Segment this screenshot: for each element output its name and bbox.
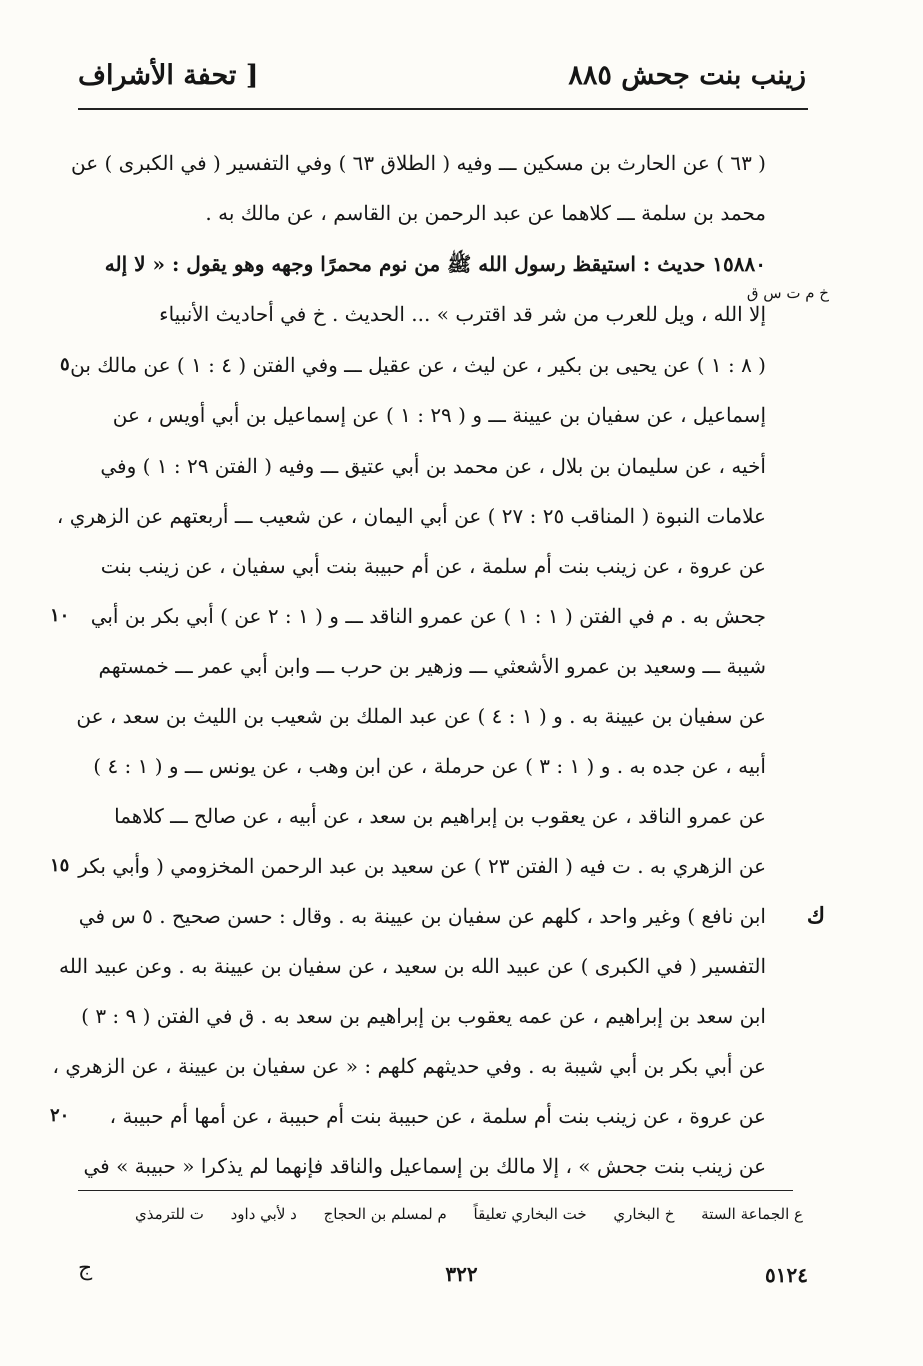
text-line: محمد بن سلمة ـــ كلاهما عن عبد الرحمن بن القاسم ، عن مالك به . <box>205 201 766 225</box>
abbrev-item: م لمسلم بن الحجاج <box>323 1205 447 1223</box>
margin-mark: ك <box>806 903 825 929</box>
abbreviation-key <box>78 1201 803 1227</box>
text-line: عن سفيان بن عيينة به . و ( ١ : ٤ ) عن عبد الملك بن شعيب بن الليث بن سعد ، عن <box>76 704 766 728</box>
text-line: ( ٦٣ ) عن الحارث بن مسكين ـــ وفيه ( الطلاق ٦٣ ) وفي التفسير ( في الكبرى ) عن <box>70 151 766 175</box>
text-line: إسماعيل ، عن سفيان بن عيينة ـــ و ( ٢٩ : ١ ) عن إسماعيل بن أبي أويس ، عن <box>112 403 766 427</box>
signature-mark: ج <box>78 1256 93 1281</box>
text-line: إلا الله ، ويل للعرب من شر قد اقترب » ... الحديث . خ في أحاديث الأنبياء <box>159 302 766 326</box>
line-number-5: ٥ <box>60 354 70 375</box>
hadith-heading-line: ١٥٨٨٠ حديث : استيقظ رسول الله ﷺ من نوم محمرًا وجهه وهو يقول : « لا إله <box>104 252 766 276</box>
header-book-title: [ تحفة الأشراف <box>78 60 259 91</box>
text-line: عن عمرو الناقد ، عن يعقوب بن إبراهيم بن سعد ، عن أبيه ، عن صالح ـــ كلاهما <box>114 804 766 828</box>
text-line: أبيه ، عن جده به . و ( ١ : ٣ ) عن حرملة ، عن ابن وهب ، عن يونس ـــ و ( ١ : ٤ ) <box>93 754 766 778</box>
header-title: زينب بنت جحش ٨٨٥ <box>568 60 806 91</box>
text-line: ابن سعد بن إبراهيم ، عن عمه يعقوب بن إبراهيم بن سعد به . ق في الفتن ( ٩ : ٣ ) <box>81 1004 766 1028</box>
text-line: علامات النبوة ( المناقب ٢٥ : ٢٧ ) عن أبي اليمان ، عن شعيب ـــ أربعتهم عن الزهري ، <box>56 504 766 528</box>
line-number-20: ٢٠ <box>50 1105 70 1126</box>
text-line: ( ٨ : ١ ) عن يحيى بن بكير ، عن ليث ، عن عقيل ـــ وفي الفتن ( ٤ : ١ ) عن مالك بن <box>70 353 766 377</box>
text-line: أخيه ، عن سليمان بن بلال ، عن محمد بن أبي عتيق ـــ وفيه ( الفتن ٢٩ : ١ ) وفي <box>100 454 766 478</box>
page-number: ٣٢٢ <box>445 1262 478 1286</box>
text-line: عن الزهري به . ت فيه ( الفتن ٢٣ ) عن سعيد بن عبد الرحمن المخزومي ( وأبي بكر <box>78 854 766 878</box>
text-line: عن زينب بنت جحش » ، إلا مالك بن إسماعيل والناقد فإنهما لم يذكرا « حبيبة » في <box>83 1154 766 1178</box>
text-line: التفسير ( في الكبرى ) عن عبيد الله بن سعيد ، عن سفيان بن عيينة به . وعن عبيد الله <box>59 954 766 978</box>
header-rule <box>78 108 808 110</box>
abbrev-item: خت البخاري تعليقاً <box>473 1205 587 1223</box>
abbrev-item: خ البخاري <box>613 1205 675 1223</box>
print-code: ٥١٢٤ <box>765 1263 808 1287</box>
margin-sigla: خ م ت س ق <box>746 284 829 302</box>
abbrev-item: ت للترمذي <box>134 1205 204 1223</box>
running-header <box>78 60 806 100</box>
text-line: عن عروة ، عن زينب بنت أم سلمة ، عن أم حبيبة بنت أبي سفيان ، عن زينب بنت <box>100 554 766 578</box>
line-number-15: ١٥ <box>50 855 70 876</box>
text-line: ابن نافع ) وغير واحد ، كلهم عن سفيان بن عيينة به . وقال : حسن صحيح . ٥ س في <box>78 904 766 928</box>
text-line: عن عروة ، عن زينب بنت أم سلمة ، عن حبيبة بنت أم حبيبة ، عن أمها أم حبيبة ، <box>109 1104 766 1128</box>
text-line: عن أبي بكر بن أبي شيبة به . وفي حديثهم كلهم : « عن سفيان بن عيينة ، عن الزهري ، <box>52 1054 766 1078</box>
text-line: جحش به . م في الفتن ( ١ : ١ ) عن عمرو الناقد ـــ و ( ١ : ٢ عن ) أبي بكر بن أبي <box>90 604 766 628</box>
footnote-rule <box>78 1190 793 1191</box>
line-number-10: ١٠ <box>50 605 70 626</box>
text-line: شيبة ـــ وسعيد بن عمرو الأشعثي ـــ وزهير بن حرب ـــ وابن أبي عمر ـــ خمستهم <box>98 654 766 678</box>
abbrev-item: د لأبي داود <box>230 1205 297 1223</box>
abbrev-item: ع الجماعة الستة <box>701 1205 803 1223</box>
